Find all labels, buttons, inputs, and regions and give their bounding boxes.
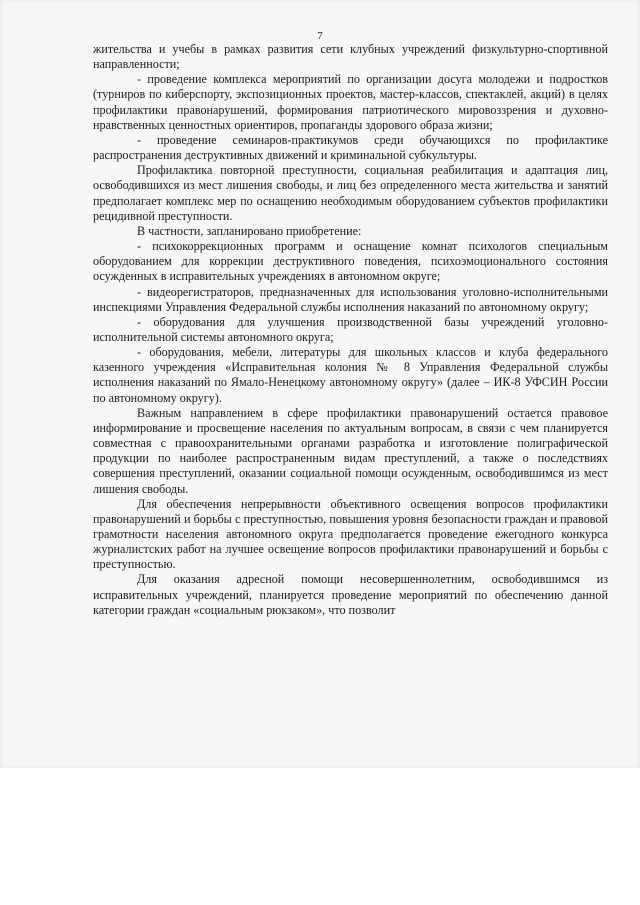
paragraph: - психокоррекционных программ и оснащение комнат психологов специальным оборудованием для коррекции деструктивного поведения, психоэмоционального состояния осужденных в исправительных учреждениях в автономном округе; xyxy=(93,239,608,284)
page-number: 7 xyxy=(317,30,323,42)
paragraph: Для оказания адресной помощи несовершеннолетним, освободившимся из исправительных учреждений, планируется проведение мероприятий по обеспечению данной категории граждан «социальным рюкзаком», что позволит xyxy=(93,572,608,617)
document-body xyxy=(93,42,608,618)
paragraph: жительства и учебы в рамках развития сети клубных учреждений физкультурно-спортивной направленности; xyxy=(93,42,608,72)
paragraph: - проведение комплекса мероприятий по организации досуга молодежи и подростков (турниров по киберспорту, экспозиционных проектов, мастер-классов, спектаклей, акций) в целях профилактики правонарушений, формирования патриотического мировоззрения и духовно-нравственных ценностных ориентиров, пропаганды здорового образа жизни; xyxy=(93,72,608,132)
paragraph: - видеорегистраторов, предназначенных для использования уголовно-исполнительными инспекциями Управления Федеральной службы исполнения наказаний по автономному округу; xyxy=(93,284,608,314)
paragraph: В частности, запланировано приобретение: xyxy=(137,223,362,238)
paragraph: - оборудования, мебели, литературы для школьных классов и клуба федерального казенного учреждения «Исправительная колония № 8 Управления Федеральной службы исполнения наказаний по Ямало-Ненецкому автономному округу» (далее – ИК-8 УФСИН России по автономному округу). xyxy=(93,345,608,405)
paragraph: Профилактика повторной преступности, социальная реабилитация и адаптация лиц, освободившихся из мест лишения свободы, и лиц без определенного места жительства и занятий предполагает комплекс мер по оснащению необходимым оборудованием субъектов профилактики рецидивной преступности. xyxy=(93,163,608,223)
paragraph: Важным направлением в сфере профилактики правонарушений остается правовое информирование и просвещение населения по актуальным вопросам, в связи с чем планируется совместная с правоохранительными органами разработка и изготовление полиграфической продукции по наиболее распространенным видам преступлений, а также о последствиях совершения преступлений, оказании социальной помощи осужденным, освободившимся из мест лишения свободы. xyxy=(93,405,608,496)
paragraph: - оборудования для улучшения производственной базы учреждений уголовно-исполнительной системы автономного округа; xyxy=(93,314,608,344)
paragraph: - проведение семинаров-практикумов среди обучающихся по профилактике распространения деструктивных движений и криминальной субкультуры. xyxy=(93,132,608,163)
paragraph: Для обеспечения непрерывности объективного освещения вопросов профилактики правонарушений и борьбы с преступностью, повышения уровня безопасности граждан и правовой грамотности населения автономного округа предполагается проведение ежегодного конкурса журналистских работ на лучшее освещение вопросов профилактики правонарушений и борьбы с преступностью. xyxy=(93,496,608,572)
